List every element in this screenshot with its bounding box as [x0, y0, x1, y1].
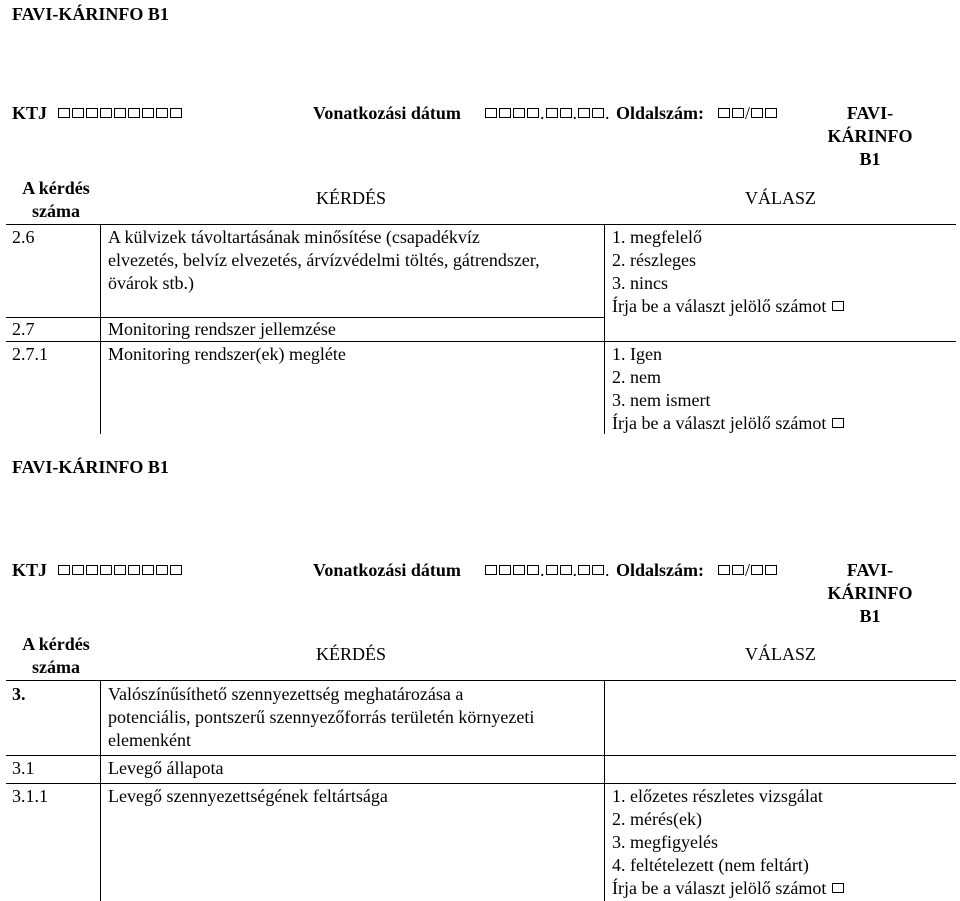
question-text: Levegő szennyezettségének feltártsága — [108, 786, 388, 806]
answer-input-box[interactable] — [832, 301, 844, 311]
column-answer-header: VÁLASZ — [745, 188, 816, 208]
document-title: FAVI-KÁRINFO B1 — [12, 4, 169, 24]
question-text: Monitoring rendszer jellemzése — [108, 319, 336, 339]
question-number: 2.7.1 — [12, 344, 48, 364]
section-title: FAVI-KÁRINFO B1 — [12, 457, 169, 477]
page-number-label: Oldalszám: — [616, 103, 704, 123]
column-question-header: KÉRDÉS — [316, 188, 387, 208]
answer-options: 1. Igen 2. nem 3. nem ismert Írja be a választ jelölő számot — [612, 343, 845, 435]
column-divider — [604, 680, 605, 901]
column-question-header: KÉRDÉS — [316, 644, 387, 664]
ktj-code-boxes — [57, 559, 183, 582]
table-divider — [6, 680, 956, 681]
column-number-header: A kérdés száma — [22, 178, 90, 221]
ktj-code-boxes — [57, 102, 183, 125]
column-divider — [100, 224, 101, 434]
column-number-header: A kérdés száma — [22, 634, 90, 677]
reference-date-label: Vonatkozási dátum — [313, 103, 461, 123]
reference-date-boxes: . . . — [484, 102, 610, 125]
row-divider — [6, 341, 956, 342]
form-brand: FAVI- KÁRINFO B1 — [827, 560, 913, 626]
answer-prompt: Írja be a választ jelölő számot — [612, 878, 827, 898]
question-text: Valószínűsíthető szennyezettség meghatározása a potenciális, pontszerű szennyezőforrás területén környezeti elemenként — [108, 684, 535, 750]
question-number: 3. — [12, 684, 26, 704]
question-number: 3.1.1 — [12, 786, 48, 806]
table-divider — [6, 224, 956, 225]
ktj-label: KTJ — [12, 560, 48, 580]
column-divider — [604, 224, 605, 434]
row-divider — [6, 783, 956, 784]
form-brand: FAVI- KÁRINFO B1 — [827, 103, 913, 169]
column-divider — [100, 680, 101, 901]
reference-date-label: Vonatkozási dátum — [313, 560, 461, 580]
answer-input-box[interactable] — [832, 418, 844, 428]
answer-prompt: Írja be a választ jelölő számot — [612, 413, 827, 433]
question-number: 2.6 — [12, 227, 35, 247]
page-number-boxes: / — [717, 102, 778, 125]
ktj-label: KTJ — [12, 103, 48, 123]
page-number-label: Oldalszám: — [616, 560, 704, 580]
question-number: 2.7 — [12, 319, 35, 339]
reference-date-boxes: . . . — [484, 559, 610, 582]
answer-options: 1. előzetes részletes vizsgálat 2. mérés(ek) 3. megfigyelés 4. feltételezett (nem feltárt) Írja be a választ jelölő számot — [612, 785, 845, 900]
row-divider — [6, 755, 956, 756]
question-text: Levegő állapota — [108, 758, 224, 778]
answer-options: 1. megfelelő 2. részleges 3. nincs Írja be a választ jelölő számot — [612, 226, 845, 318]
column-answer-header: VÁLASZ — [745, 644, 816, 664]
page-number-boxes: / — [717, 559, 778, 582]
question-number: 3.1 — [12, 758, 35, 778]
answer-input-box[interactable] — [832, 883, 844, 893]
answer-prompt: Írja be a választ jelölő számot — [612, 296, 827, 316]
question-text: A külvizek távoltartásának minősítése (csapadékvíz elvezetés, belvíz elvezetés, árvízvédelmi töltés, gátrendszer, övárok stb.) — [108, 227, 540, 293]
question-text: Monitoring rendszer(ek) megléte — [108, 344, 346, 364]
